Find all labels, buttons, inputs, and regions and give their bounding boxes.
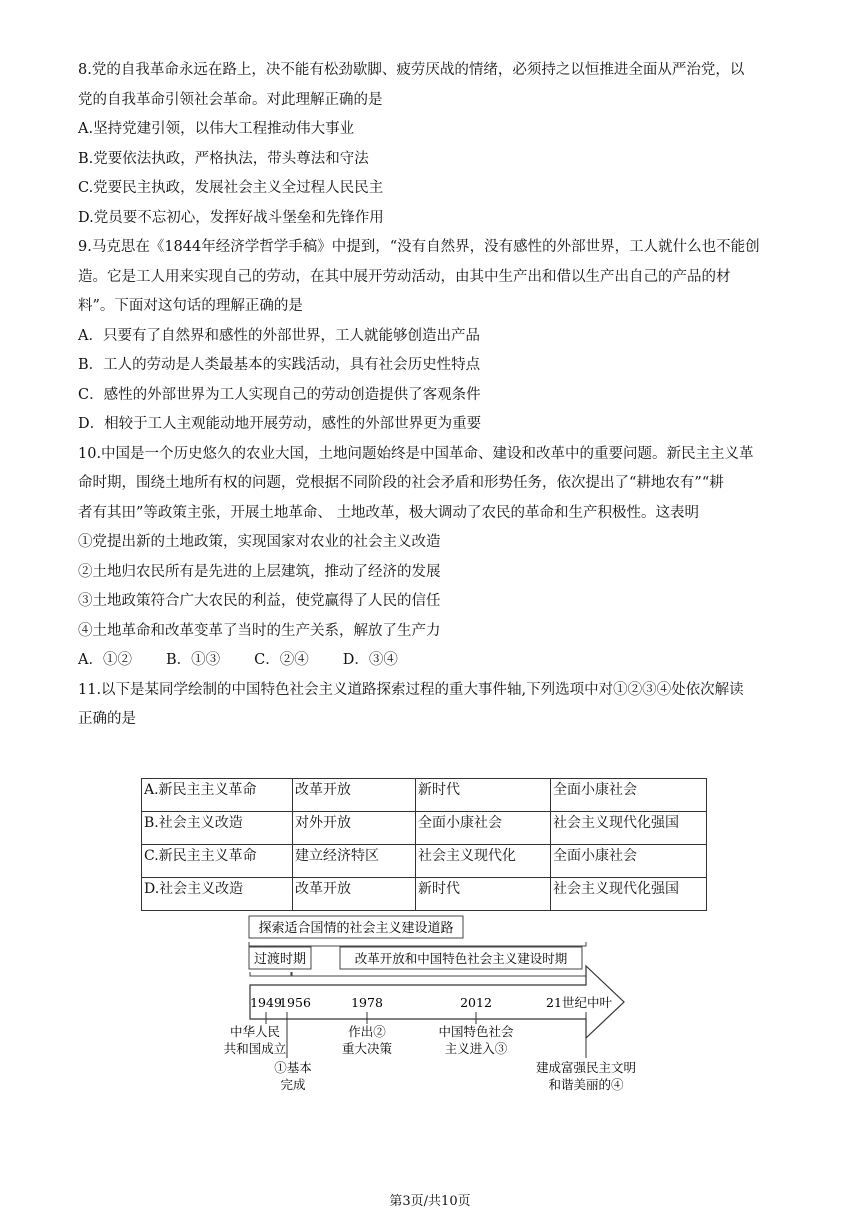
q9-option-b: B．工人的劳动是人类最基本的实践活动，具有社会历史性特点 [78, 357, 481, 373]
q8-option-b: B.党要依法执政，严格执法，带头尊法和守法 [78, 150, 369, 167]
note-2012-line2: 主义进入③ [444, 1041, 508, 1056]
note-1956-line2: 完成 [280, 1077, 306, 1092]
note-1978-line2: 重大决策 [341, 1041, 393, 1056]
table-cell: 社会主义现代化强国 [551, 878, 707, 911]
q11-stem-line2: 正确的是 [78, 711, 136, 727]
period2-bracket [292, 972, 586, 976]
table-cell: 社会主义现代化 [416, 845, 551, 878]
q10-statement-2: ②土地归农民所有是先进的上层建筑，推动了经济的发展 [78, 563, 441, 580]
year-1978: 1978 [351, 995, 383, 1010]
q9-option-d: D．相较于工人主观能动地开展劳动，感性的外部世界更为重要 [78, 416, 482, 432]
page-footer: 第3页/共10页 [389, 1194, 471, 1209]
q8-stem-line1: 8.党的自我革命永远在路上，决不能有松劲歇脚、疲劳厌战的情绪，必须持之以恒推进全面从严治党，以 [78, 62, 745, 78]
table-cell: 全面小康社会 [551, 845, 707, 878]
note-1978-line1: 作出② [348, 1024, 386, 1039]
top-box-label: 探索适合国情的社会主义建设道路 [258, 921, 454, 936]
q10-statement-3: ③土地政策符合广大农民的利益，使党赢得了人民的信任 [78, 593, 441, 609]
q8-option-c: C.党要民主执政，发展社会主义全过程人民民主 [78, 180, 384, 196]
q10-statement-1: ①党提出新的土地政策，实现国家对农业的社会主义改造 [78, 534, 441, 550]
q10-stem-line2: 命时期，围绕土地所有权的问题，党根据不同阶段的社会矛盾和形势任务，依次提出了“耕地农有”“耕 [78, 475, 724, 491]
period1-bracket [250, 972, 291, 976]
table-cell: 改革开放 [293, 878, 416, 911]
q8-option-a: A.坚持党建引领，以伟大工程推动伟大事业 [78, 121, 355, 137]
q9-stem-line1: 9.马克思在《1844年经济学哲学手稿》中提到，“没有自然界，没有感性的外部世界，工人就什么也不能创 [78, 239, 760, 255]
note-21st-line1: 建成富强民主文明 [535, 1060, 637, 1075]
q9-stem-line3: 料”。下面对这句话的理解正确的是 [78, 298, 303, 314]
table-cell: 社会主义现代化强国 [551, 812, 707, 845]
q10-option-d: D．③④ [342, 652, 398, 668]
year-2012: 2012 [460, 995, 492, 1010]
q8-stem-line2: 党的自我革命引领社会革命。对此理解正确的是 [78, 91, 383, 108]
table-cell: 全面小康社会 [416, 812, 551, 845]
table-cell: D.社会主义改造 [142, 878, 293, 911]
period1-label: 过渡时期 [253, 952, 307, 967]
q10-stem-line1: 10.中国是一个历史悠久的农业大国，土地问题始终是中国革命、建设和改革中的重要问题。新民主主义革 [78, 445, 754, 462]
q10-statement-4: ④土地革命和改革变革了当时的生产关系，解放了生产力 [78, 622, 441, 639]
table-cell: 全面小康社会 [551, 779, 707, 812]
table-cell: 新时代 [416, 779, 551, 812]
q10-option-a: A．①② [78, 652, 132, 668]
year-21st-century: 21世纪中叶 [546, 995, 612, 1010]
note-1949-line2: 共和国成立 [223, 1041, 287, 1056]
q9-option-c: C．感性的外部世界为工人实现自己的劳动创造提供了客观条件 [78, 386, 481, 403]
table-cell: B.社会主义改造 [142, 812, 293, 845]
note-21st-line2: 和谐美丽的④ [548, 1077, 624, 1092]
table-cell: 新时代 [416, 878, 551, 911]
note-1949-line1: 中华人民 [229, 1024, 281, 1039]
note-1956-line1: ①基本 [274, 1060, 312, 1075]
q10-option-c: C．②④ [254, 652, 309, 668]
q10-stem-line3: 者有其田”等政策主张，开展土地革命、 土地改革，极大调动了农民的革命和生产积极性。这表明 [78, 504, 700, 521]
table-cell: 改革开放 [293, 779, 416, 812]
q9-option-a: A．只要有了自然界和感性的外部世界，工人就能够创造出产品 [78, 327, 480, 344]
year-1956: 1956 [279, 995, 311, 1010]
q11-stem-line1: 11.以下是某同学绘制的中国特色社会主义道路探索过程的重大事件轴,下列选项中对①②③④处依次解读 [78, 681, 744, 698]
year-1949: 1949 [250, 995, 282, 1010]
table-cell: 对外开放 [293, 812, 416, 845]
note-2012-line1: 中国特色社会 [438, 1024, 514, 1039]
table-cell: A.新民主主义革命 [142, 779, 293, 812]
q8-option-d: D.党员要不忘初心，发挥好战斗堡垒和先锋作用 [78, 209, 384, 226]
top-bracket [249, 942, 586, 946]
q9-stem-line2: 造。它是工人用来实现自己的劳动，在其中展开劳动活动，由其中生产出和借以生产出自己的产品的材 [78, 268, 731, 285]
table-cell: 建立经济特区 [293, 845, 416, 878]
table-cell: C.新民主主义革命 [142, 845, 293, 878]
q10-option-b: B．①③ [165, 652, 221, 668]
period2-label: 改革开放和中国特色社会主义建设时期 [354, 951, 568, 966]
